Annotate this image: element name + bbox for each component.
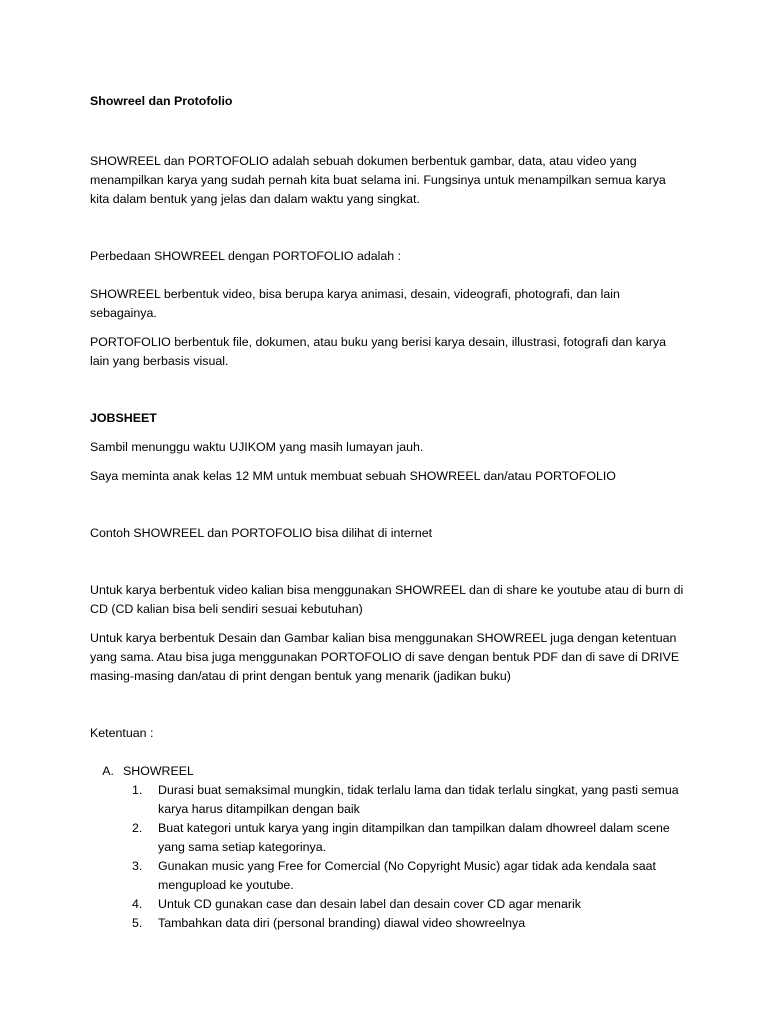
- showreel-definition: SHOWREEL berbentuk video, bisa berupa karya animasi, desain, videografi, photografi, dan lain sebagainya.: [90, 287, 620, 320]
- video-note-paragraph: Untuk karya berbentuk video kalian bisa menggunakan SHOWREEL dan di share ke youtube atau di burn di CD (CD kalian bisa beli sendiri sesuai kebutuhan): [90, 583, 684, 616]
- list-item-number: 5.: [132, 916, 143, 930]
- list-item: [123, 895, 688, 914]
- list-item: [123, 781, 688, 819]
- list-item-number: 4.: [132, 897, 143, 911]
- example-paragraph: Contoh SHOWREEL dan PORTOFOLIO bisa dilihat di internet: [90, 526, 433, 540]
- list-item: [123, 857, 688, 895]
- jobsheet-paragraph-1: Sambil menunggu waktu UJIKOM yang masih lumayan jauh.: [90, 440, 424, 454]
- list-item-text: Gunakan music yang Free for Comercial (No Copyright Music) agar tidak ada kendala saat mengupload ke youtube.: [158, 859, 656, 892]
- rules-list: [90, 762, 688, 933]
- showreel-rules-list: [123, 781, 688, 933]
- difference-heading: Perbedaan SHOWREEL dengan PORTOFOLIO adalah :: [90, 249, 402, 263]
- jobsheet-heading: JOBSHEET: [90, 411, 157, 425]
- list-item-number: 3.: [132, 859, 143, 873]
- list-item-text: Tambahkan data diri (personal branding) diawal video showreelnya: [158, 916, 526, 930]
- portofolio-definition: PORTOFOLIO berbentuk file, dokumen, atau buku yang berisi karya desain, illustrasi, fotografi dan karya lain yang berbasis visual.: [90, 335, 667, 368]
- list-item-text: Untuk CD gunakan case dan desain label dan desain cover CD agar menarik: [158, 897, 581, 911]
- list-item: [123, 819, 688, 857]
- list-item-text: Buat kategori untuk karya yang ingin ditampilkan dan tampilkan dalam dhowreel dalam scene yang sama setiap kategorinya.: [158, 821, 670, 854]
- rules-heading: Ketentuan :: [90, 726, 154, 740]
- section-a-label: SHOWREEL: [123, 764, 194, 778]
- list-item-text: Durasi buat semaksimal mungkin, tidak terlalu lama dan tidak terlalu singkat, yang pasti semua karya harus ditampilkan dengan baik: [158, 783, 679, 816]
- design-note-paragraph: Untuk karya berbentuk Desain dan Gambar kalian bisa menggunakan SHOWREEL juga dengan ketentuan yang sama. Atau bisa juga menggunakan PORTOFOLIO di save dengan bentuk PDF dan di save di DRIVE masing-masing dan/atau di print dengan bentuk yang menarik (jadikan buku): [90, 631, 680, 683]
- intro-paragraph: SHOWREEL dan PORTOFOLIO adalah sebuah dokumen berbentuk gambar, data, atau video yang menampilkan karya yang sudah pernah kita buat selama ini. Fungsinya untuk menampilkan semua karya kita dalam bentuk yang jelas dan dalam waktu yang singkat.: [90, 154, 666, 206]
- section-a-item: [90, 762, 688, 933]
- list-item-number: 2.: [132, 821, 143, 835]
- jobsheet-paragraph-2: Saya meminta anak kelas 12 MM untuk membuat sebuah SHOWREEL dan/atau PORTOFOLIO: [90, 469, 616, 483]
- document-title: Showreel dan Protofolio: [90, 94, 233, 108]
- section-a-marker: A.: [102, 764, 114, 778]
- list-item-number: 1.: [132, 783, 143, 797]
- list-item: [123, 914, 688, 933]
